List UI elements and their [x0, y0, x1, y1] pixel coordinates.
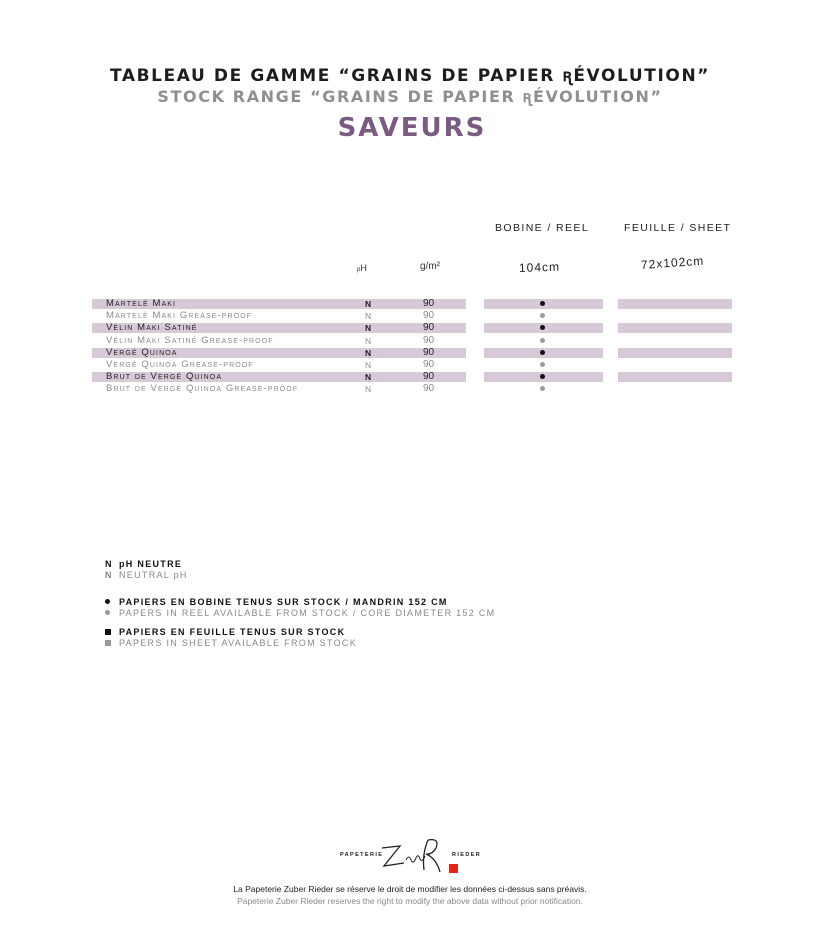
disclaimer-french: La Papeterie Zuber Rieder se réserve le droit de modifier les données ci-dessus sans préavis. [233, 884, 587, 894]
ph-value: N [365, 360, 372, 370]
company-logo [340, 836, 490, 878]
weight-unit-label: g/m² [420, 261, 440, 272]
grammage-value: 90 [423, 371, 435, 383]
table-row [0, 347, 820, 359]
logo-word-right: RIEDER [452, 852, 482, 858]
legend-sheet-fr [105, 627, 345, 638]
reel-column-header: BOBINE / REEL [495, 222, 590, 234]
product-name: Vélin Maki Satiné Grease-proof [106, 334, 274, 346]
zuber-signature-icon [378, 836, 458, 878]
ph-unit-text: H [360, 263, 367, 273]
logo-red-square [449, 864, 458, 873]
product-name: Vergé Quinoa Grease-proof [106, 359, 254, 370]
title-french: TABLEAU DE GAMME “GRAINS DE PAPIER ꭆÉVOLUTION” [109, 66, 711, 86]
row-band-sheet [618, 323, 732, 333]
product-name: Vélin Maki Satiné [106, 322, 198, 334]
legend-reel-en [105, 608, 495, 619]
ph-value: N [365, 311, 372, 322]
table-row [0, 383, 820, 395]
ph-value: N [365, 384, 372, 395]
ph-value: N [365, 323, 372, 334]
reel-dot-icon [105, 599, 110, 604]
product-name: Brut de Vergé Quinoa Grease-proof [106, 383, 299, 395]
grammage-value: 90 [423, 359, 435, 370]
row-band-sheet [618, 372, 732, 382]
table-row [0, 322, 820, 334]
reel-size-label: 104cm [518, 259, 561, 275]
sheet-size-label: 72x102cm [640, 253, 705, 272]
grammage-value: 90 [423, 310, 435, 322]
ph-value: N [365, 372, 372, 383]
title-english: STOCK RANGE “GRAINS DE PAPIER ꭆÉVOLUTION” [157, 87, 663, 106]
legend-reel-fr-text: PAPIERS EN BOBINE TENUS SUR STOCK / MANDRIN 152 CM [119, 597, 448, 607]
ph-unit-label: pH [357, 263, 367, 273]
legend-ph-en [105, 570, 188, 581]
range-name-heading: SAVEURS [337, 113, 487, 143]
legend-sheet-en [105, 638, 357, 649]
sheet-column-header: FEUILLE / SHEET [624, 222, 732, 234]
legend-reel-fr [105, 597, 448, 608]
table-row [0, 310, 820, 322]
reel-dot-icon [540, 362, 545, 367]
grammage-value: 90 [423, 322, 435, 334]
legend-ph-fr [105, 559, 182, 570]
row-band-sheet [618, 299, 732, 309]
ph-value: N [365, 335, 372, 346]
reel-dot-icon [105, 610, 110, 615]
disclaimer-english: Papeterie Zuber Rieder reserves the right to modify the above data without prior notification. [237, 896, 583, 906]
sheet-square-icon [105, 640, 111, 646]
ph-value: N [365, 299, 372, 309]
grammage-value: 90 [423, 334, 435, 346]
reel-dot-icon [540, 350, 545, 355]
table-row [0, 298, 820, 310]
table-row [0, 359, 820, 371]
legend-reel-en-text: PAPERS IN REEL AVAILABLE FROM STOCK / CORE DIAMETER 152 CM [119, 608, 496, 618]
ph-neutral-symbol: N [105, 570, 113, 580]
table-row [0, 371, 820, 383]
grammage-value: 90 [423, 298, 435, 309]
grammage-value: 90 [423, 346, 435, 358]
legend-sheet-en-text: PAPERS IN SHEET AVAILABLE FROM STOCK [119, 638, 358, 648]
row-band-sheet [618, 348, 732, 358]
product-name: Martelé Maki Grease-proof [106, 310, 253, 322]
grammage-value: 90 [423, 383, 435, 395]
logo-word-left: PAPETERIE [340, 852, 384, 858]
table-row [0, 335, 820, 347]
legend-sheet-fr-text: PAPIERS EN FEUILLE TENUS SUR STOCK [119, 627, 346, 637]
legend-ph-fr-text: pH NEUTRE [119, 559, 183, 569]
ph-value: N [365, 347, 372, 358]
reel-dot-icon [540, 301, 545, 306]
ph-neutral-symbol: N [105, 559, 113, 569]
product-name: Brut de Vergé Quinoa [106, 371, 223, 383]
reel-dot-icon [540, 338, 545, 343]
sheet-square-icon [105, 629, 111, 635]
product-name: Martelé Maki [106, 298, 177, 309]
legend-ph-en-text: NEUTRAL pH [119, 570, 188, 580]
product-name: Vergé Quinoa [106, 346, 178, 358]
